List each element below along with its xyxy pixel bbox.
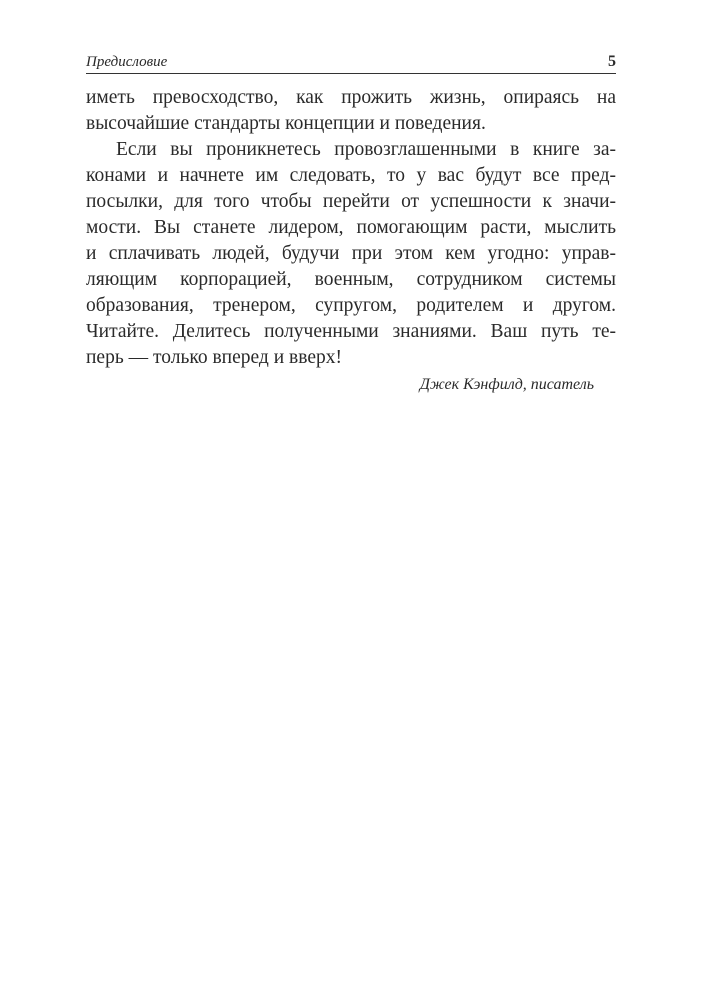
- text-line: Читайте. Делитесь полученными знаниями. Ваш путь те-: [86, 321, 616, 342]
- text-line: Если вы проникнетесь провозглашенными в книге за-: [116, 139, 616, 160]
- text-line: мости. Вы станете лидером, помогающим расти, мыслить: [86, 217, 616, 238]
- text-line: конами и начнете им следовать, то у вас будут все пред-: [86, 165, 616, 186]
- text-line: иметь превосходство, как прожить жизнь, опираясь на: [86, 87, 616, 108]
- text-line: перь — только вперед и вверх!: [86, 347, 342, 368]
- text-line: посылки, для того чтобы перейти от успешности к значи-: [86, 191, 616, 212]
- page-number: 5: [608, 53, 616, 70]
- running-header: [86, 54, 616, 74]
- section-title: Предисловие: [86, 54, 168, 70]
- text-line: образования, тренером, супругом, родителем и другом.: [86, 295, 616, 316]
- text-line: ляющим корпорацией, военным, сотрудником системы: [86, 269, 616, 290]
- page-body: [86, 85, 616, 397]
- text-line: и сплачивать людей, будучи при этом кем угодно: управ-: [86, 243, 616, 264]
- signature: Джек Кэнфилд, писатель: [419, 376, 594, 393]
- text-line: высочайшие стандарты концепции и поведения.: [86, 113, 486, 134]
